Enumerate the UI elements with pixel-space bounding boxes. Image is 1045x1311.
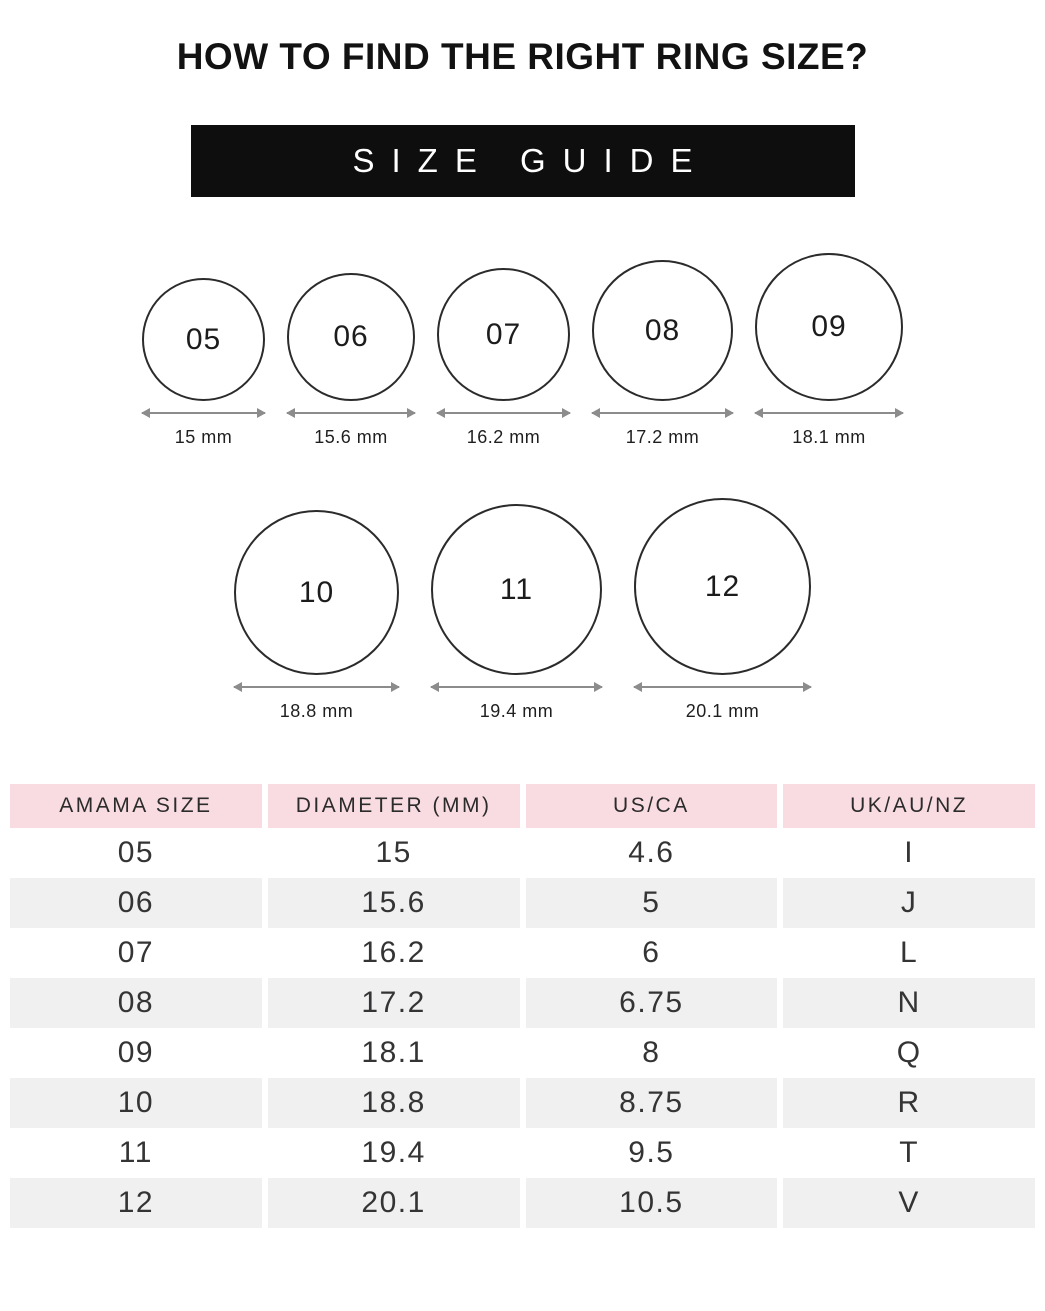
ring-size-06 [287, 273, 415, 448]
diameter-label: 18.8 mm [279, 701, 354, 721]
table-cell: 07 [10, 928, 262, 978]
column-header-diameter-mm: DIAMETER (MM) [268, 784, 520, 828]
ring-size-08 [592, 260, 733, 448]
diameter-arrow-icon [287, 412, 415, 414]
diameter-label: 19.4 mm [479, 701, 554, 721]
diameter-label: 17.2 mm [625, 427, 700, 447]
ring-size-11 [431, 504, 602, 722]
table-cell: 9.5 [526, 1128, 778, 1178]
size-guide-banner [191, 125, 855, 197]
table-cell: 08 [10, 978, 262, 1028]
page-title: HOW TO FIND THE RIGHT RING SIZE? [176, 36, 869, 77]
diameter-arrow-icon [634, 686, 811, 688]
banner-label: SIZE GUIDE [352, 142, 710, 179]
ring-circle [234, 510, 399, 675]
table-cell: V [783, 1178, 1035, 1228]
column-header-us-ca: US/CA [526, 784, 778, 828]
diameter-label: 18.1 mm [792, 427, 866, 447]
diameter-arrow-icon [755, 412, 903, 414]
table-cell: 12 [10, 1178, 262, 1228]
table-cell: J [783, 878, 1035, 928]
ring-size-label: 10 [298, 575, 335, 609]
table-cell: 8 [526, 1028, 778, 1078]
ring-size-label: 05 [185, 322, 222, 356]
table-cell: Q [783, 1028, 1035, 1078]
table-cell: 19.4 [268, 1128, 520, 1178]
diameter-label: 15 mm [174, 427, 233, 447]
ring-size-10 [234, 510, 399, 722]
diameter-label: 15.6 mm [314, 427, 388, 447]
table-cell: T [783, 1128, 1035, 1178]
ring-size-07 [437, 268, 570, 448]
diameter-label: 16.2 mm [466, 427, 541, 447]
ring-circle [592, 260, 733, 401]
ring-circle [287, 273, 415, 401]
ring-size-label: 09 [811, 310, 847, 343]
diameter-label: 20.1 mm [685, 701, 760, 721]
table-cell: 18.8 [268, 1078, 520, 1128]
ring-size-label: 12 [704, 569, 741, 603]
table-cell: 17.2 [268, 978, 520, 1028]
table-cell: I [783, 828, 1035, 878]
ring-size-label: 11 [499, 572, 534, 606]
ring-size-12 [634, 498, 811, 722]
table-cell: 20.1 [268, 1178, 520, 1228]
column-header-amama-size: AMAMA SIZE [10, 784, 262, 828]
table-cell: 11 [10, 1128, 262, 1178]
table-cell: 5 [526, 878, 778, 928]
ring-circle [142, 278, 265, 401]
table-cell: 18.1 [268, 1028, 520, 1078]
table-cell: R [783, 1078, 1035, 1128]
table-cell: 05 [10, 828, 262, 878]
table-cell: 15 [268, 828, 520, 878]
ring-diagram-row-2 [0, 498, 1045, 722]
diameter-arrow-icon [437, 412, 570, 414]
table-cell: 16.2 [268, 928, 520, 978]
diameter-arrow-icon [234, 686, 399, 688]
ring-circle [437, 268, 570, 401]
ring-size-09 [755, 253, 903, 448]
table-cell: 4.6 [526, 828, 778, 878]
ring-diagram-row-1 [0, 253, 1045, 448]
table-cell: 6 [526, 928, 778, 978]
diameter-arrow-icon [142, 412, 265, 414]
column-header-uk-au-nz: UK/AU/NZ [783, 784, 1035, 828]
table-cell: L [783, 928, 1035, 978]
table-cell: 10.5 [526, 1178, 778, 1228]
ring-circle [431, 504, 602, 675]
ring-circle [634, 498, 811, 675]
ring-circle [755, 253, 903, 401]
table-cell: 15.6 [268, 878, 520, 928]
table-cell: 8.75 [526, 1078, 778, 1128]
diameter-arrow-icon [592, 412, 733, 414]
table-cell: 6.75 [526, 978, 778, 1028]
ring-size-label: 06 [333, 320, 369, 353]
table-cell: 10 [10, 1078, 262, 1128]
table-cell: N [783, 978, 1035, 1028]
table-cell: 09 [10, 1028, 262, 1078]
ring-size-label: 07 [485, 317, 522, 351]
table-cell: 06 [10, 878, 262, 928]
ring-size-label: 08 [644, 313, 681, 347]
diameter-arrow-icon [431, 686, 602, 688]
ring-size-table [10, 784, 1035, 1228]
ring-size-05 [142, 278, 265, 448]
